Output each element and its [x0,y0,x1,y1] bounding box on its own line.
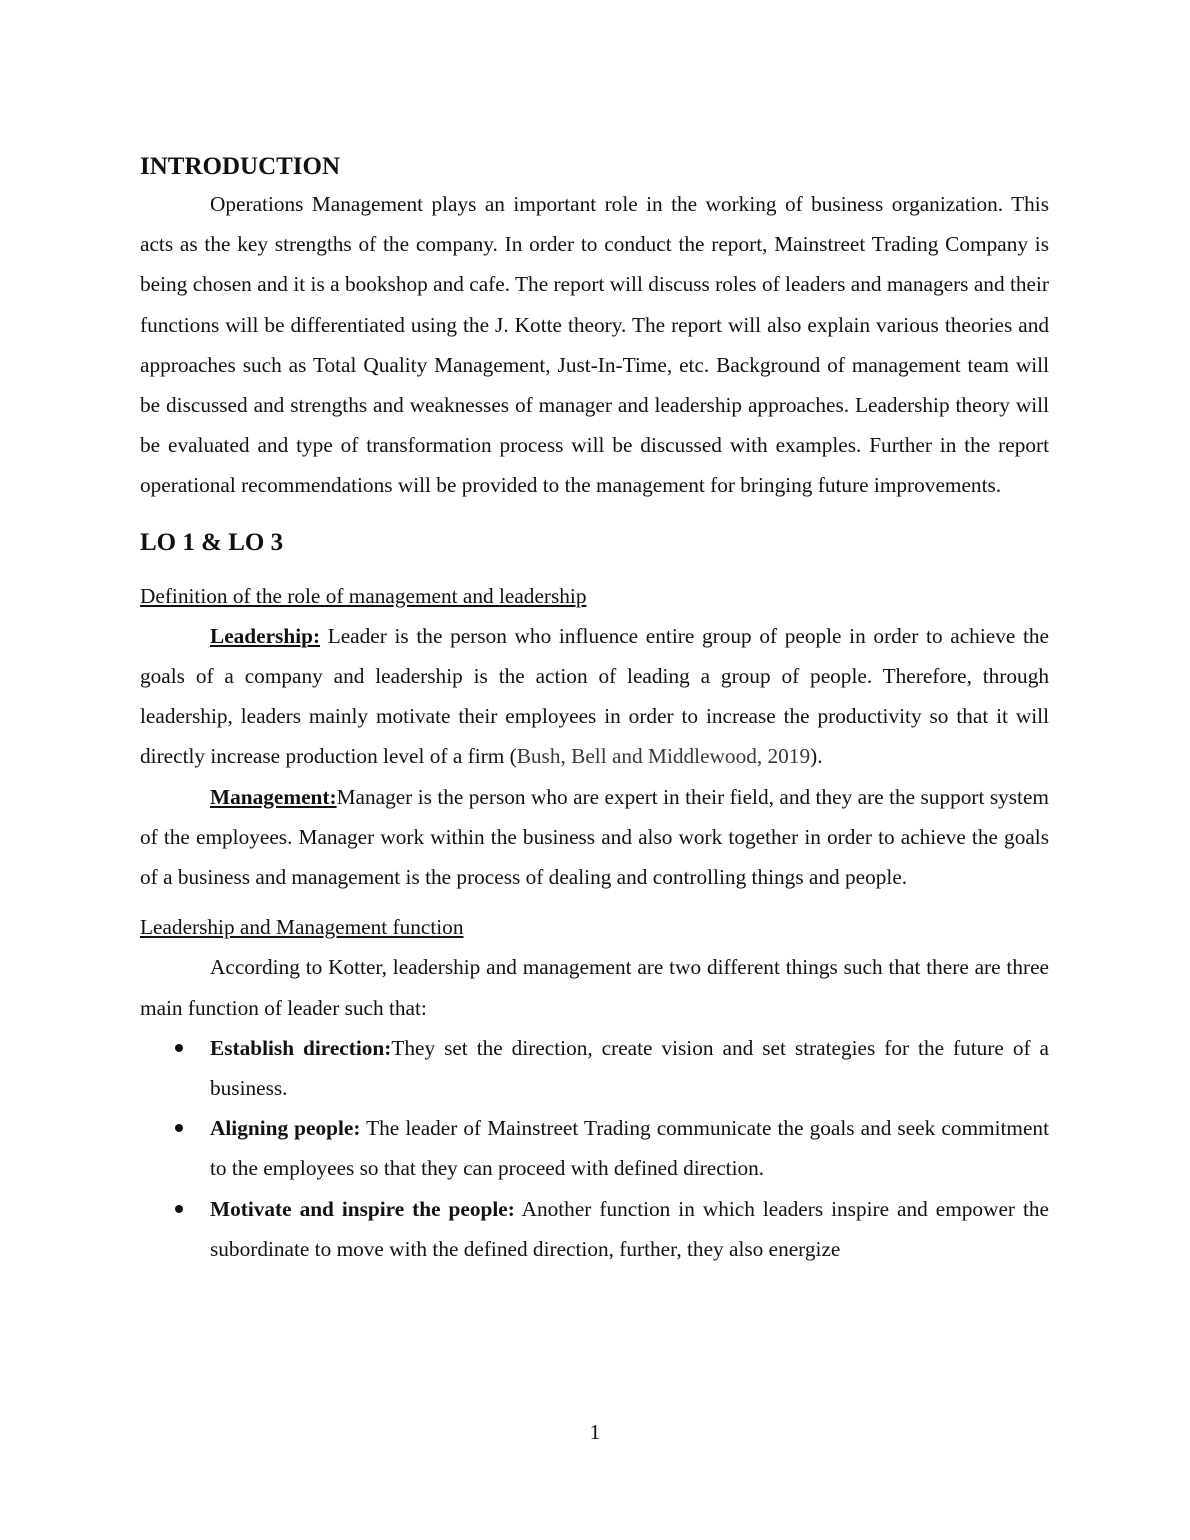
bullet-icon [175,1044,183,1052]
bullet-icon [175,1205,183,1213]
bullet-text: Another function in which leaders inspire and empower the subordinate to move with the defined direction, further, they also energize [210,1196,1049,1261]
definition-subheading: Definition of the role of management and leadership [140,583,587,608]
list-item [140,1108,1049,1188]
list-item [140,1189,1049,1269]
page-number: 1 [589,1420,601,1444]
introduction-heading: INTRODUCTION [140,153,341,180]
lo-heading: LO 1 & LO 3 [140,528,284,556]
bullet-icon [175,1124,183,1132]
document-page [140,150,1049,1269]
leader-functions-list [140,1028,1049,1269]
management-term: Management: [210,784,337,809]
introduction-paragraph: Operations Management plays an important role in the working of business organization. This acts as the key strengths of the company. In order to conduct the report, Mainstreet Trading Company is being chosen and it is a bookshop and cafe. The report will discuss roles of leaders and managers and their functions will be differentiated using the J. Kotte theory. The report will also explain various theories and approaches such as Total Quality Management, Just-In-Time, etc. Background of management team will be discussed and strengths and weaknesses of manager and leadership approaches. Leadership theory will be evaluated and type of transformation process will be discussed with examples. Further in the report operational recommendations will be provided to the management for bringing future improvements. [140,192,1049,498]
kotter-paragraph: According to Kotter, leadership and management are two different things such that there are three main function of leader such that: [140,955,1049,1020]
leadership-term: Leadership: [210,623,321,648]
leadership-paragraph [140,616,1049,777]
bullet-text: The leader of Mainstreet Trading communicate the goals and seek commitment to the employees so that they can proceed with defined direction. [210,1116,1049,1181]
bullet-text: They set the direction, create vision and set strategies for the future of a business. [210,1035,1049,1101]
leadership-closing: ). [810,744,823,769]
list-item [140,1028,1049,1108]
management-paragraph [140,777,1049,898]
bullet-term: Aligning people: [210,1116,361,1141]
bullet-term: Motivate and inspire the people: [210,1196,515,1221]
leadership-text: Leader is the person who influence entire group of people in order to achieve the goals of a company and leadership is the action of leading a group of people. Therefore, through leadership, leaders mainly motivate their employees in order to increase the productivity so that it will directly increase production level of a firm ( [140,623,1049,769]
function-subheading: Leadership and Management function [140,915,464,940]
management-text: Manager is the person who are expert in their field, and they are the support system of the employees. Manager work within the business and also work together in order to achieve the goals of a business and management is the process of dealing and controlling things and people. [140,784,1049,890]
bullet-term: Establish direction: [210,1035,392,1060]
leadership-citation: Bush, Bell and Middlewood, 2019 [516,744,811,769]
